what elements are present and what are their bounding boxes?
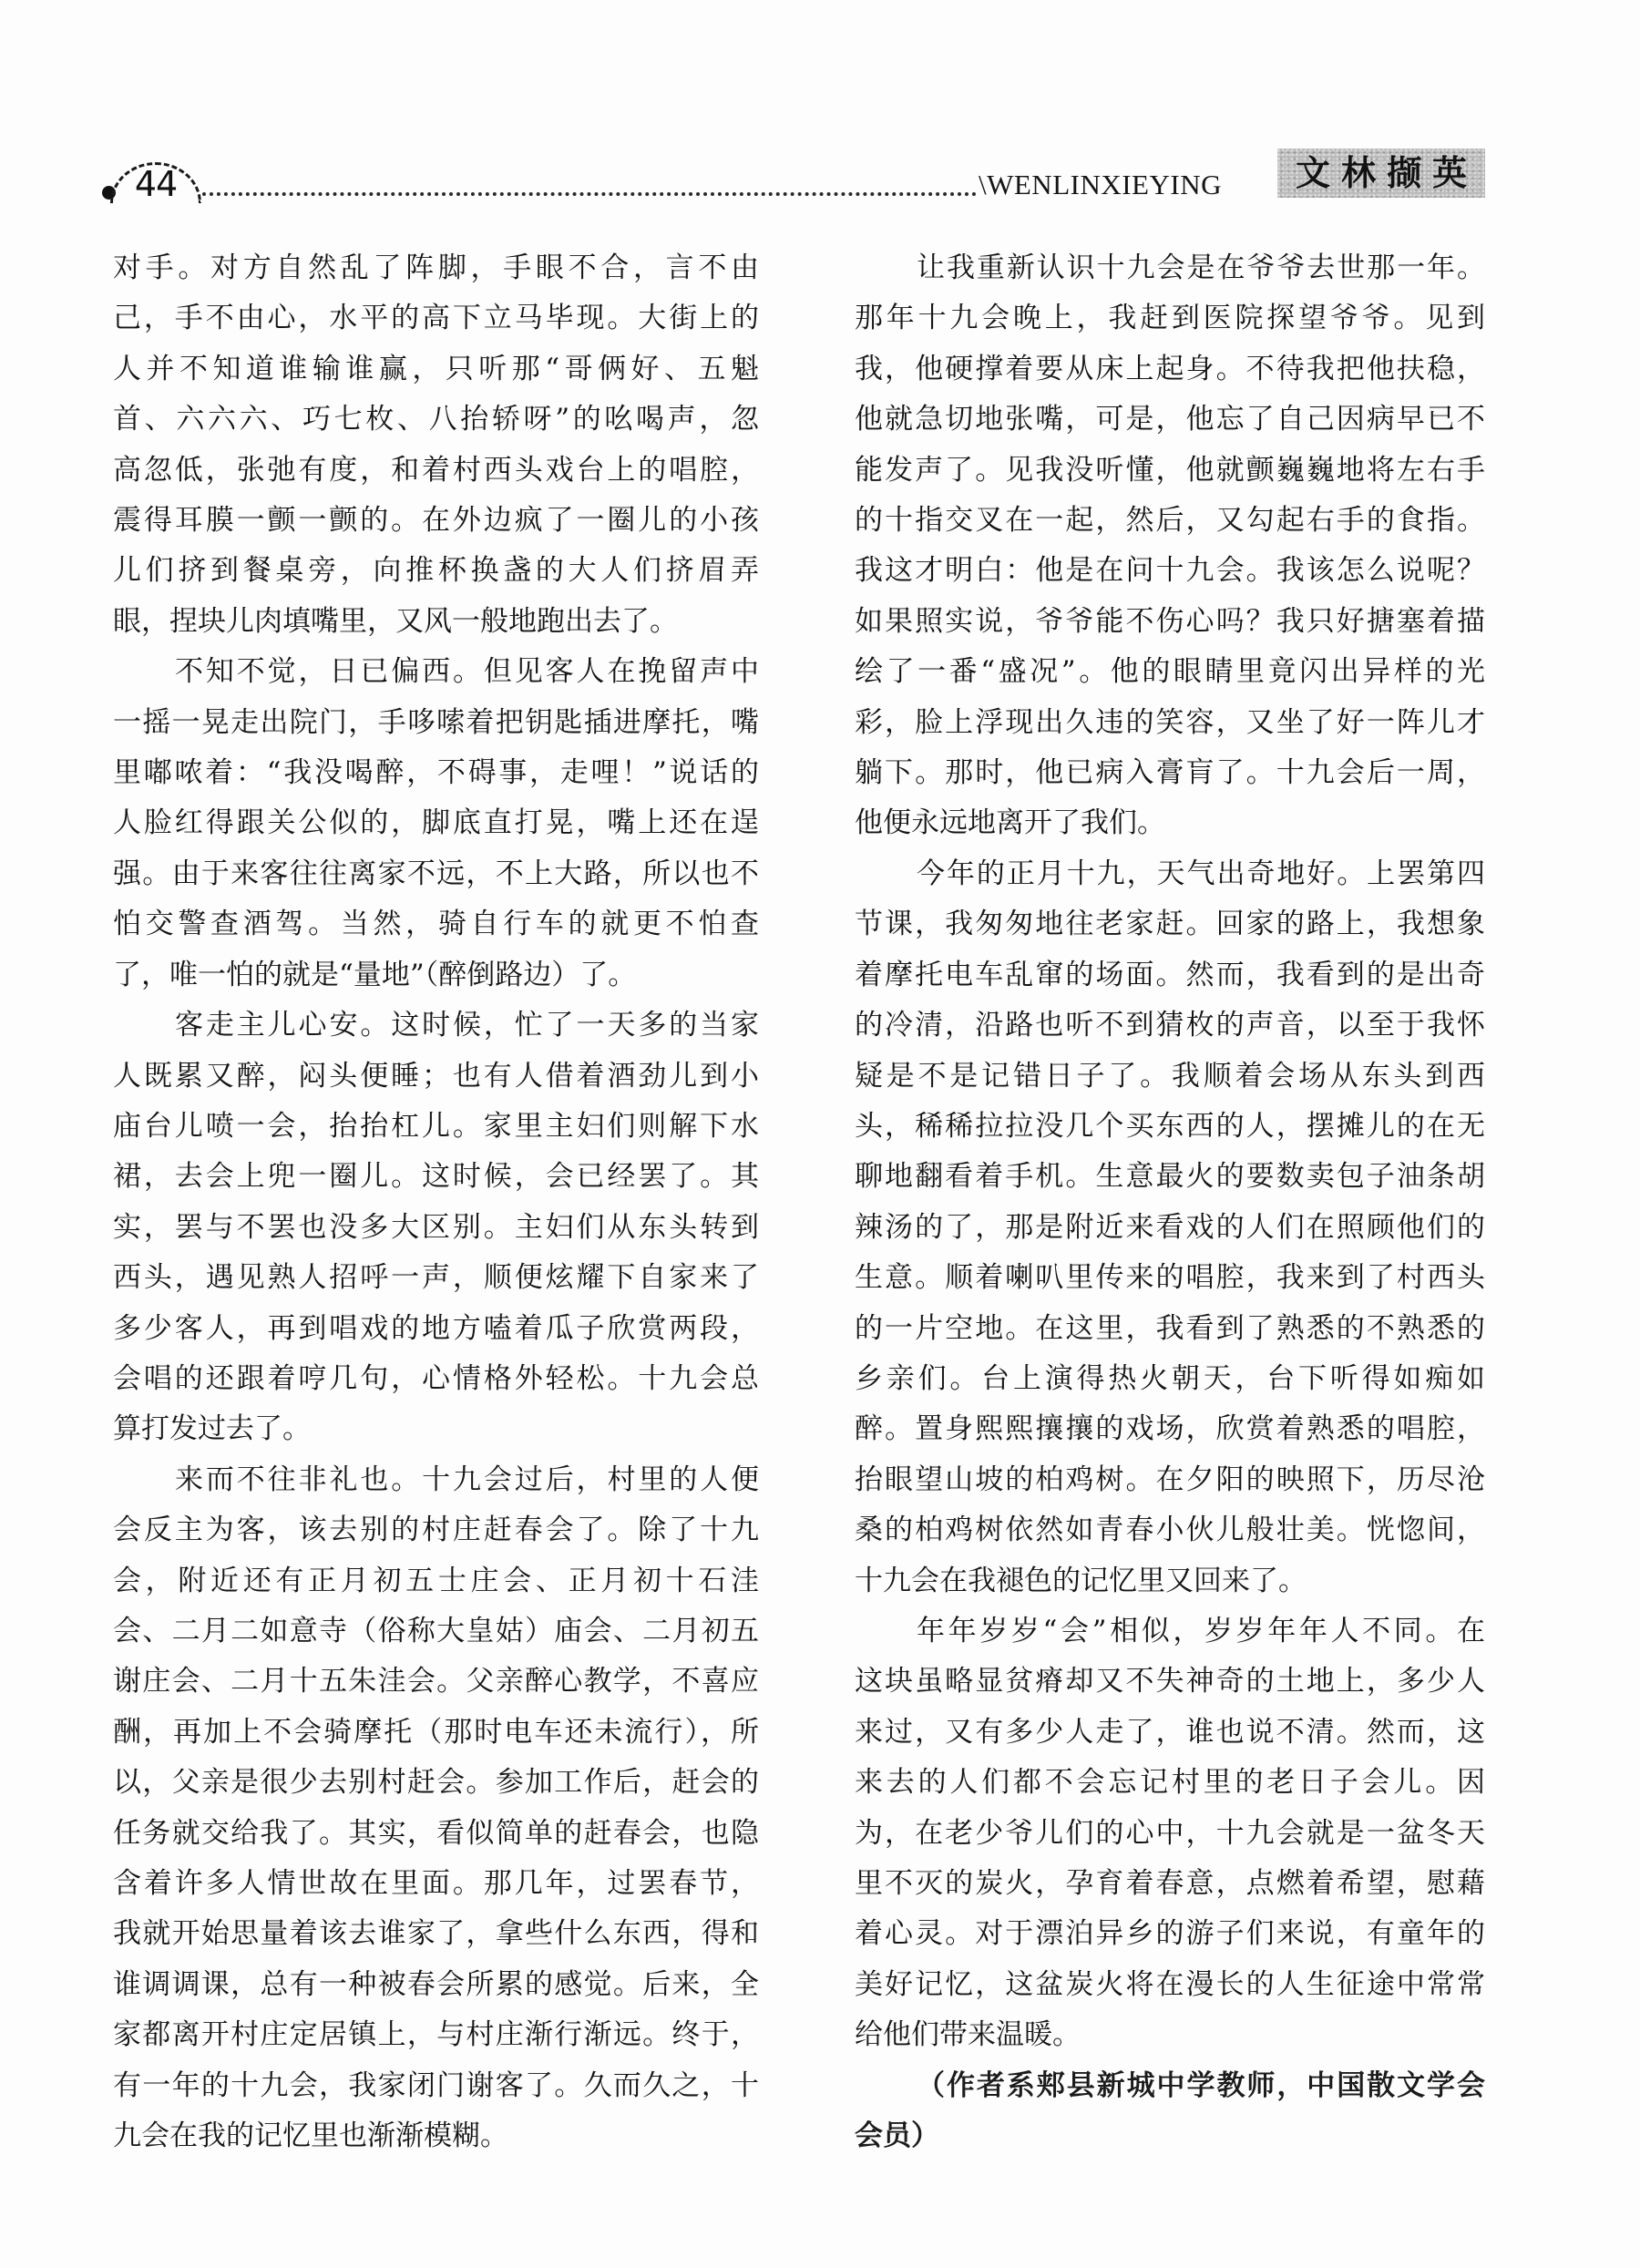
text-line: 头，稀稀拉拉没几个买东西的人，摆摊儿的在无 xyxy=(855,1109,1485,1143)
text-line: 实，罢与不罢也没多大区别。主妇们从东头转到 xyxy=(113,1210,759,1244)
page-number: 44 xyxy=(134,164,178,204)
text-line: 首、六六六、巧七枚、八抬轿呀”的吆喝声，忽 xyxy=(113,403,759,436)
text-line: 美好记忆，这盆炭火将在漫长的人生征途中常常 xyxy=(855,1967,1485,2001)
text-line: 我就开始思量着该去谁家了，拿些什么东西，得和 xyxy=(113,1917,759,1951)
text-line: 庙台儿喷一会，抬抬杠儿。家里主妇们则解下水 xyxy=(113,1109,759,1143)
text-line: 给他们带来温暖。 xyxy=(855,2018,1081,2052)
text-line: 家都离开村庄定居镇上，与村庄渐行渐远。终于， xyxy=(113,2018,759,2052)
paragraph-first-line: 让我重新认识十九会是在爷爷去世那一年。 xyxy=(917,251,1485,284)
text-line: 生意。顺着喇叭里传来的唱腔，我来到了村西头 xyxy=(855,1261,1485,1295)
text-line: 九会在我的记忆里也渐渐模糊。 xyxy=(113,2119,508,2153)
text-line: 节课，我匆匆地往老家赶。回家的路上，我想象 xyxy=(855,908,1485,941)
author-note xyxy=(855,2061,1485,2162)
text-line: 怕交警查酒驾。当然，骑自行车的就更不怕查 xyxy=(113,908,759,941)
running-head: \WENLINXIEYING xyxy=(979,169,1222,200)
text-line: 儿们挤到餐桌旁，向推杯换盏的大人们挤眉弄 xyxy=(113,554,759,588)
text-line: 酬，再加上不会骑摩托（那时电车还未流行），所 xyxy=(113,1715,759,1749)
text-line: 彩，脸上浮现出久违的笑容，又坐了好一阵儿才 xyxy=(855,705,1485,739)
text-line: 抬眼望山坡的柏鸡树。在夕阳的映照下，历尽沧 xyxy=(855,1462,1485,1496)
paragraph-first-line: 年年岁岁“会”相似，岁岁年年人不同。在 xyxy=(917,1614,1485,1647)
text-line: 谢庄会、二月十五朱洼会。父亲醉心教学，不喜应 xyxy=(113,1665,759,1698)
text-line: 了，唯一怕的就是“量地”（醉倒路边）了。 xyxy=(113,958,637,991)
paragraph xyxy=(855,1606,1485,2061)
paragraph xyxy=(113,647,759,1001)
text-line: 眼，捏块儿肉填嘴里，又风一般地跑出去了。 xyxy=(113,604,678,638)
text-line: 含着许多人情世故在里面。那几年，过罢春节， xyxy=(113,1867,759,1900)
paragraph-first-line: 不知不觉，日已偏西。但见客人在挽留声中 xyxy=(175,655,759,689)
text-line: 会员） xyxy=(855,2119,939,2153)
text-line: 震得耳膜一颤一颤的。在外边疯了一圈儿的小孩 xyxy=(113,504,759,538)
text-line: 辣汤的了，那是附近来看戏的人们在照顾他们的 xyxy=(855,1210,1485,1244)
text-line: 任务就交给我了。其实，看似简单的赶春会，也隐 xyxy=(113,1816,759,1850)
text-line: 乡亲们。台上演得热火朝天，台下听得如痴如 xyxy=(855,1361,1485,1395)
text-line: 裙，去会上兜一圈儿。这时候，会已经罢了。其 xyxy=(113,1160,759,1194)
text-line: 如果照实说，爷爷能不伤心吗？我只好搪塞着描 xyxy=(855,604,1485,638)
text-line: 来过，又有多少人走了，谁也说不清。然而，这 xyxy=(855,1715,1485,1749)
text-line: 己，手不由心，水平的高下立马毕现。大街上的 xyxy=(113,302,759,335)
text-line: 能发声了。见我没听懂，他就颤巍巍地将左右手 xyxy=(855,453,1485,487)
paragraph-first-line: （作者系郏县新城中学教师，中国散文学会 xyxy=(917,2068,1485,2102)
paragraph xyxy=(113,243,759,647)
text-line: 醉。置身熙熙攘攘的戏场，欣赏着熟悉的唱腔， xyxy=(855,1412,1485,1446)
text-line: 高忽低，张弛有度，和着村西头戏台上的唱腔， xyxy=(113,453,759,487)
text-line: 算打发过去了。 xyxy=(113,1412,311,1446)
article-right-column xyxy=(855,243,1485,2161)
text-line: 他便永远地离开了我们。 xyxy=(855,806,1165,840)
text-line: 西头，遇见熟人招呼一声，顺便炫耀下自家来了 xyxy=(113,1261,759,1295)
text-line: 来去的人们都不会忘记村里的老日子会儿。因 xyxy=(855,1766,1485,1800)
text-line: 聊地翻看着手机。生意最火的要数卖包子油条胡 xyxy=(855,1160,1485,1194)
text-line: 我这才明白：他是在问十九会。我该怎么说呢？ xyxy=(855,554,1485,588)
text-line: 会、二月二如意寺（俗称大皇姑）庙会、二月初五 xyxy=(113,1614,759,1647)
text-line: 他就急切地张嘴，可是，他忘了自己因病早已不 xyxy=(855,403,1485,436)
article-left-column xyxy=(113,243,759,2161)
text-line: 着心灵。对于漂泊异乡的游子们来说，有童年的 xyxy=(855,1917,1485,1951)
paragraph xyxy=(113,1001,759,1455)
text-line: 为，在老少爷儿们的心中，十九会就是一盆冬天 xyxy=(855,1816,1485,1850)
text-line: 躺下。那时，他已病入膏肓了。十九会后一周， xyxy=(855,756,1485,790)
text-line: 的一片空地。在这里，我看到了熟悉的不熟悉的 xyxy=(855,1311,1485,1345)
text-line: 疑是不是记错日子了。我顺着会场从东头到西 xyxy=(855,1059,1485,1093)
paragraph-first-line: 客走主儿心安。这时候，忙了一天多的当家 xyxy=(175,1009,759,1042)
text-line: 会，附近还有正月初五士庄会、正月初十石洼 xyxy=(113,1564,759,1597)
text-line: 里嘟哝着：“我没喝醉，不碍事，走哩！”说话的 xyxy=(113,756,759,790)
paragraph xyxy=(113,1455,759,2162)
text-line: 十九会在我褪色的记忆里又回来了。 xyxy=(855,1564,1307,1597)
paragraph xyxy=(855,243,1485,849)
text-line: 多少客人，再到唱戏的地方嗑着瓜子欣赏两段， xyxy=(113,1311,759,1345)
text-line: 的十指交叉在一起，然后，又勾起右手的食指。 xyxy=(855,504,1485,538)
text-line: 那年十九会晚上，我赶到医院探望爷爷。见到 xyxy=(855,302,1485,335)
text-line: 人并不知道谁输谁赢，只听那“哥俩好、五魁 xyxy=(113,352,759,385)
column-badge xyxy=(1277,149,1485,198)
text-line: 人脸红得跟关公似的，脚底直打晃，嘴上还在逞 xyxy=(113,806,759,840)
paragraph xyxy=(855,849,1485,1606)
text-line: 会反主为客，该去别的村庄赶春会了。除了十九 xyxy=(113,1514,759,1547)
text-line: 一摇一晃走出院门，手哆嗦着把钥匙插进摩托，嘴 xyxy=(113,705,759,739)
text-line: 着摩托电车乱窜的场面。然而，我看到的是出奇 xyxy=(855,958,1485,991)
text-line: 的冷清，沿路也听不到猜枚的声音，以至于我怀 xyxy=(855,1009,1485,1042)
text-line: 会唱的还跟着哼几句，心情格外轻松。十九会总 xyxy=(113,1361,759,1395)
text-line: 人既累又醉，闷头便睡；也有人借着酒劲儿到小 xyxy=(113,1059,759,1093)
paragraph-first-line: 对手。对方自然乱了阵脚，手眼不合，言不由 xyxy=(113,251,759,284)
text-line: 这块虽略显贫瘠却又不失神奇的土地上，多少人 xyxy=(855,1665,1485,1698)
text-line: 桑的柏鸡树依然如青春小伙儿般壮美。恍惚间， xyxy=(855,1514,1485,1547)
text-line: 里不灭的炭火，孕育着春意，点燃着希望，慰藉 xyxy=(855,1867,1485,1900)
text-line: 以，父亲是很少去别村赶会。参加工作后，赶会的 xyxy=(113,1766,759,1800)
column-badge-label: 文林撷英 xyxy=(1295,153,1478,193)
paragraph-first-line: 今年的正月十九，天气出奇地好。上罢第四 xyxy=(917,857,1485,890)
header-dotted-rule xyxy=(202,192,977,196)
text-line: 有一年的十九会，我家闭门谢客了。久而久之，十 xyxy=(113,2068,759,2102)
paragraph-first-line: 来而不往非礼也。十九会过后，村里的人便 xyxy=(175,1462,759,1496)
text-line: 强。由于来客往往离家不远，不上大路，所以也不 xyxy=(113,857,759,890)
text-line: 绘了一番“盛况”。他的眼睛里竟闪出异样的光 xyxy=(855,655,1485,689)
text-line: 我，他硬撑着要从床上起身。不待我把他扶稳， xyxy=(855,352,1485,385)
text-line: 谁调调课，总有一种被春会所累的感觉。后来，全 xyxy=(113,1967,759,2001)
